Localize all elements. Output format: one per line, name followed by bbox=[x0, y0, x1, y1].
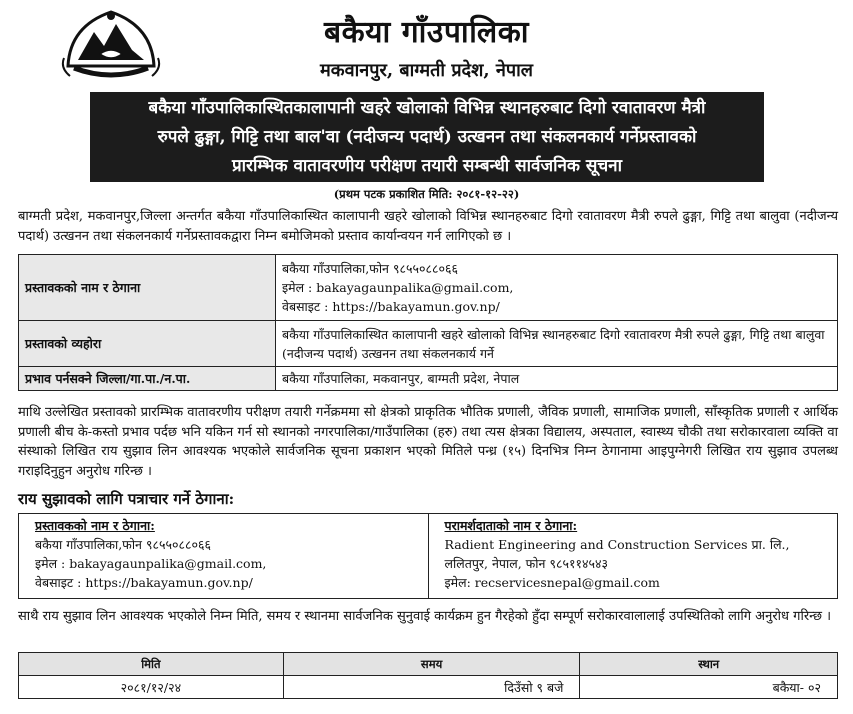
value-line: बकैया गाँउपालिका,फोन ९८५५०८८०६६ bbox=[282, 261, 458, 276]
intro-paragraph: बाग्मती प्रदेश, मकवानपुर,जिल्ला अन्तर्गत बकैया गाँउपालिकास्थित कालापानी खहरे खोलाको विभिन्न स्थानहरुबाट दिगो रवातावरण मैत्री रुपले ढुङ्गा, गिट्टि तथा बालुवा (नदीजन्य पदार्थ) उत्खनन तथा संकलनकार्य गर्नेप्रस्तावकद्वारा निम्न बमोजिमको प्रस्ताव कार्यान्वयन गर्न लागिएको छ । bbox=[18, 209, 838, 244]
banner-line: रुपले ढुङ्गा, गिट्टि तथा बाल'वा (नदीजन्य पदार्थ) उत्खनन तथा संकलनकार्य गर्नेप्रस्तावको bbox=[157, 127, 697, 147]
proponent-title: प्रस्तावकको नाम र ठेगाना: bbox=[35, 518, 155, 533]
organization-location: मकवानपुर, बाग्मती प्रदेश, नेपाल bbox=[320, 60, 533, 81]
address-line: Radient Engineering and Construction Services प्रा. लि., bbox=[444, 537, 790, 552]
hearing-paragraph: साथै राय सुझाव लिन आवश्यक भएकोले निम्न मिति, समय र स्थानमा सार्वजनिक सुनुवाई कार्यक्रम हुन गैरहेको हुँदा सम्पूर्ण सरोकारवालालाई उपस्थितिको लागि अनुरोध गरिन्छ । bbox=[18, 609, 832, 624]
row-value bbox=[276, 255, 838, 321]
address-line: इमेल : bakayagaunpalika@gmail.com, bbox=[35, 556, 267, 571]
value-line: वेबसाइट : https://bakayamun.gov.np/ bbox=[282, 299, 500, 314]
value-line: इमेल : bakayagaunpalika@gmail.com, bbox=[282, 280, 514, 295]
row-key: प्रस्तावको व्यहोरा bbox=[19, 321, 276, 367]
hearing-date: २०८१/१२/२४ bbox=[19, 676, 284, 699]
column-header-date: मिति bbox=[19, 653, 284, 676]
address-line: बकैया गाँउपालिका,फोन ९८५५०८८०६६ bbox=[35, 537, 211, 552]
hearing-place: बकैया- ०२ bbox=[580, 676, 838, 699]
table-row bbox=[19, 367, 838, 391]
column-header-place: स्थान bbox=[580, 653, 838, 676]
correspondence-heading: राय सुझावको लागि पत्राचार गर्ने ठेगाना: bbox=[18, 490, 235, 508]
table-row bbox=[19, 255, 838, 321]
table-row bbox=[19, 676, 838, 699]
publication-date: (प्रथम पटक प्रकाशित मिति: २०८१-१२-२२) bbox=[333, 187, 520, 201]
table-row bbox=[19, 321, 838, 367]
address-line: ललितपुर, नेपाल, फोन ९८५११४५४३ bbox=[444, 556, 608, 571]
address-line: इमेल: recservicesnepal@gmail.com bbox=[444, 575, 660, 590]
notice-banner bbox=[90, 92, 764, 182]
proposal-table bbox=[18, 254, 838, 391]
column-header-time: समय bbox=[283, 653, 580, 676]
row-value: बकैया गाँउपालिका, मकवानपुर, बाग्मती प्रदेश, नेपाल bbox=[276, 367, 838, 391]
row-key: प्रभाव पर्नसक्ने जिल्ला/गा.पा./न.पा. bbox=[19, 367, 276, 391]
table-row bbox=[19, 514, 838, 599]
banner-line: बकैया गाँउपालिकास्थितकालापानी खहरे खोलाको विभिन्न स्थानहरुबाट दिगो रवातावरण मैत्री bbox=[148, 98, 706, 118]
hearing-schedule-table bbox=[18, 652, 838, 699]
organization-title: बकैया गाँउपालिका bbox=[323, 15, 530, 50]
consultant-address bbox=[428, 514, 838, 599]
address-table bbox=[18, 513, 838, 599]
table-header-row bbox=[19, 653, 838, 676]
body-paragraph: माथि उल्लेखित प्रस्तावको प्रारम्भिक वातावरणीय परीक्षण तयारी गर्नेक्रममा सो क्षेत्रको प्राकृतिक भौतिक प्रणाली, जैविक प्रणाली, सामाजिक प्रणाली, साँस्कृतिक प्रणाली र आर्थिक प्रणाली बीच के-कस्तो प्रभाव पर्दछ भनि यकिन गर्न सो स्थानको नगरपालिका/गाउँपालिका (हरु) तथा त्यस क्षेत्रका विद्यालय, अस्पताल, स्वास्थ्य चौकी तथा सरोकारवाला व्यक्ति वा संस्थाको लिखित राय सुझाव लिन आवश्यक भएकोले सार्वजनिक सूचना प्रकाशन भएको मितिले पन्ध्र (१५) दिनभित्र निम्न ठेगानामा आइपुग्नेगरी लिखित राय सुझाव उपलब्ध गराइदिनुहुन अनुरोध गरिन्छ । bbox=[18, 405, 838, 479]
row-key: प्रस्तावकको नाम र ठेगाना bbox=[19, 255, 276, 321]
consultant-title: परामर्शदाताको नाम र ठेगाना: bbox=[444, 518, 578, 533]
row-value: बकैया गाँउपालिकास्थित कालापानी खहरे खोलाको विभिन्न स्थानहरुबाट दिगो रवातावरण मैत्री रुपले ढुङ्गा, गिट्टि तथा बालुवा (नदीजन्य पदार्थ) उत्खनन तथा संकलनकार्य गर्ने bbox=[276, 321, 838, 367]
proponent-address bbox=[19, 514, 429, 599]
banner-line: प्रारम्भिक वातावरणीय परीक्षण तयारी सम्बन्धी सार्वजनिक सूचना bbox=[231, 156, 623, 176]
hearing-time: दिउँसो ९ बजे bbox=[283, 676, 580, 699]
address-line: वेबसाइट : https://bakayamun.gov.np/ bbox=[35, 575, 253, 590]
